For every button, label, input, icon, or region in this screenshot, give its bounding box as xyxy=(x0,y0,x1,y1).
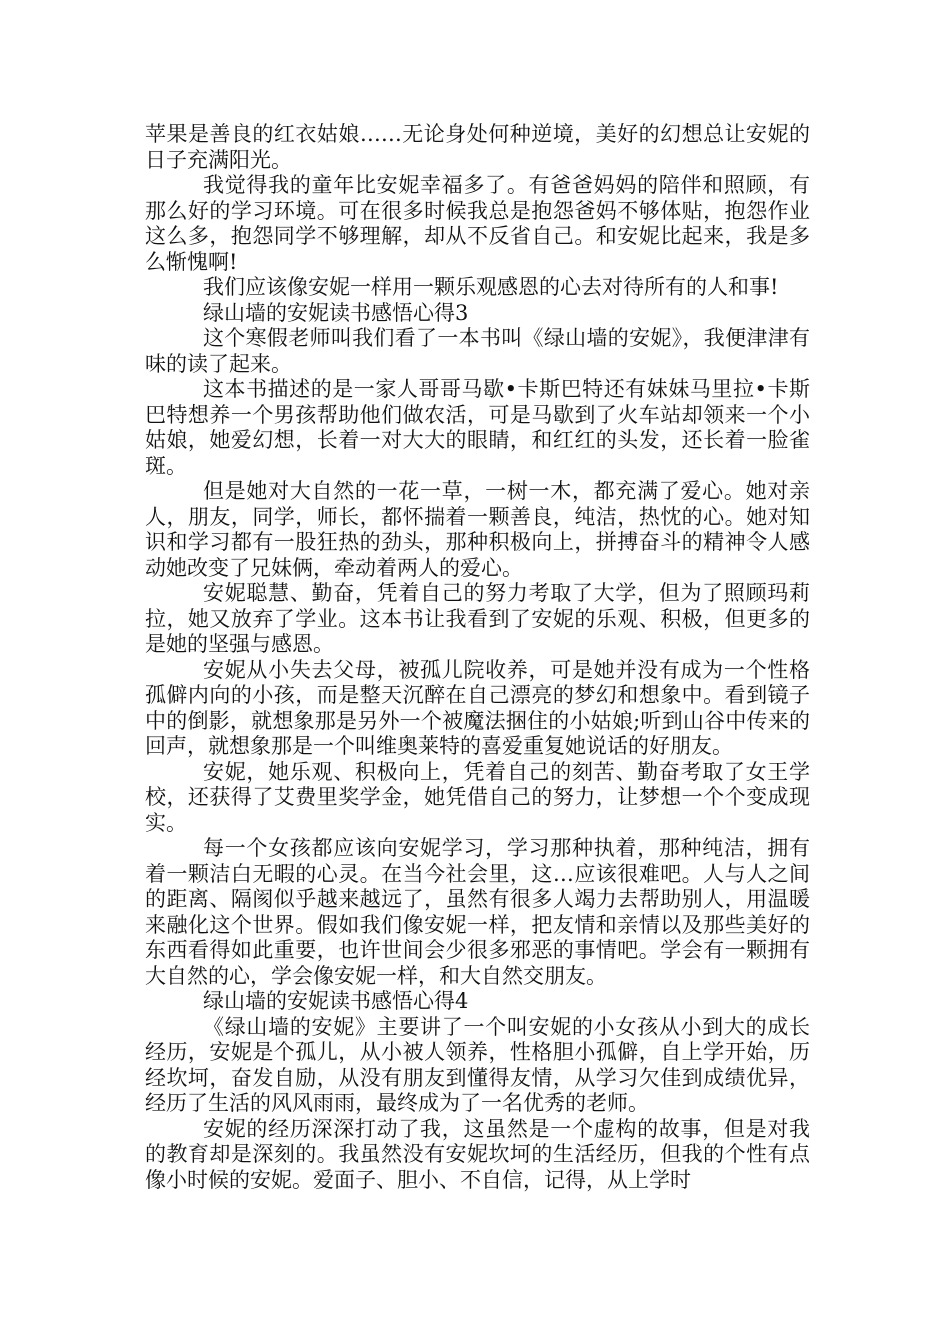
paragraph: 我们应该像安妮一样用一颗乐观感恩的心去对待所有的人和事! xyxy=(203,275,779,299)
paragraph: 安妮从小失去父母，被孤儿院收养，可是她并没有成为一个性格孤僻内向的小孩，而是整天沉醉在自己漂亮的梦幻和想象中。看到镜子中的倒影，就想象那是另外一个被魔法捆住的小姑娘;听到山谷中传来的回声，就想象那是一个叫维奥莱特的喜爱重复她说话的好朋友。 xyxy=(145,657,810,758)
document-body xyxy=(145,122,810,1193)
paragraph: 我觉得我的童年比安妮幸福多了。有爸爸妈妈的陪伴和照顾，有那么好的学习环境。可在很多时候我总是抱怨爸妈不够体贴，抱怨作业这么多，抱怨同学不够理解，却从不反省自己。和安妮比起来，我是多么惭愧啊! xyxy=(145,173,810,274)
paragraph: 安妮聪慧、勤奋，凭着自己的努力考取了大学，但为了照顾玛莉拉，她又放弃了学业。这本书让我看到了安妮的乐观、积极，但更多的是她的坚强与感恩。 xyxy=(145,581,810,656)
paragraph: 安妮的经历深深打动了我，这虽然是一个虚构的故事，但是对我的教育却是深刻的。我虽然没有安妮坎坷的生活经历，但我的个性有点像小时候的安妮。爱面子、胆小、不自信，记得，从上学时 xyxy=(145,1116,810,1192)
paragraph: 绿山墙的安妮读书感悟心得3 xyxy=(203,300,469,325)
paragraph: 这本书描述的是一家人哥哥马歇•卡斯巴特还有妹妹马里拉•卡斯巴特想养一个男孩帮助他们做农活，可是马歇到了火车站却领来一个小姑娘，她爱幻想，长着一对大大的眼睛，和红红的头发，还长着一脸雀斑。 xyxy=(145,377,810,478)
paragraph: 《绿山墙的安妮》主要讲了一个叫安妮的小女孩从小到大的成长经历，安妮是个孤儿，从小被人领养，性格胆小孤僻，自上学开始，历经坎坷，奋发自励，从没有朋友到懂得友情，从学习欠佳到成绩优异，经历了生活的风风雨雨，最终成为了一名优秀的老师。 xyxy=(145,1014,810,1115)
paragraph: 安妮，她乐观、积极向上，凭着自己的刻苦、勤奋考取了女王学校，还获得了艾费里奖学金，她凭借自己的努力，让梦想一个个变成现实。 xyxy=(145,759,810,835)
paragraph: 这个寒假老师叫我们看了一本书叫《绿山墙的安妮》，我便津津有味的读了起来。 xyxy=(145,326,810,376)
paragraph: 苹果是善良的红衣姑娘……无论身处何种逆境，美好的幻想总让安妮的日子充满阳光。 xyxy=(145,122,810,172)
paragraph: 但是她对大自然的一花一草，一树一木，都充满了爱心。她对亲人，朋友，同学，师长，都怀揣着一颗善良，纯洁，热忱的心。她对知识和学习都有一股狂热的劲头，那种积极向上，拼搏奋斗的精神令人感动她改变了兄妹俩，牵动着两人的爱心。 xyxy=(145,479,810,580)
paragraph: 每一个女孩都应该向安妮学习，学习那种执着，那种纯洁，拥有着一颗洁白无暇的心灵。在当今社会里，这…应该很难吧。人与人之间的距离、隔阂似乎越来越远了，虽然有很多人竭力去帮助别人，用温暖来融化这个世界。假如我们像安妮一样，把友情和亲情以及那些美好的东西看得如此重要，也许世间会少很多邪恶的事情吧。学会有一颗拥有大自然的心，学会像安妮一样，和大自然交朋友。 xyxy=(145,836,810,988)
paragraph: 绿山墙的安妮读书感悟心得4 xyxy=(203,989,469,1013)
